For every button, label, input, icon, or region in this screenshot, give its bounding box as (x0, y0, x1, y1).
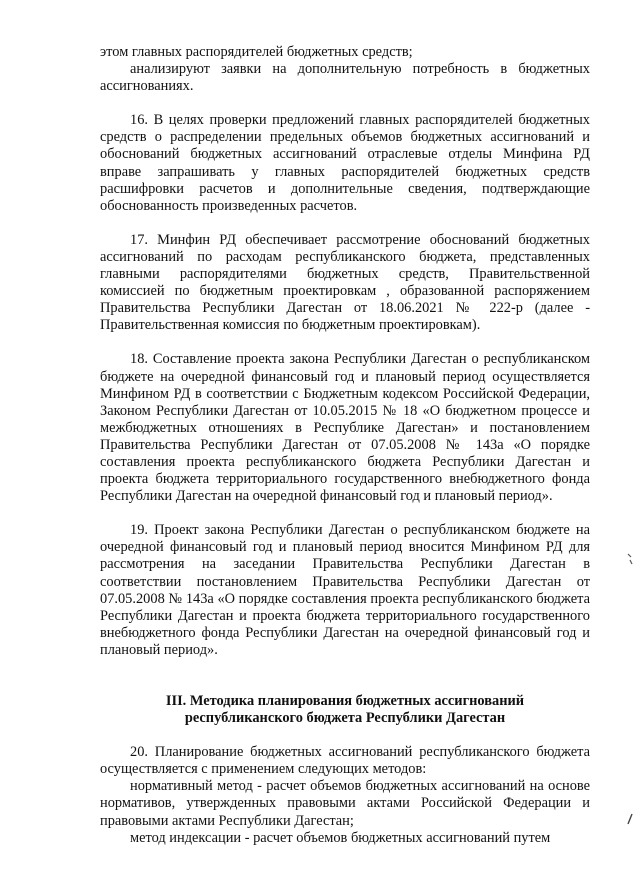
paragraph-20: 20. Планирование бюджетных ассигнований республиканского бюджета осуществляется с применением следующих методов: (100, 744, 590, 778)
paragraph-20-indexation: метод индексации - расчет объемов бюджетных ассигнований путем (130, 829, 551, 846)
paragraph-17: 17. Минфин РД обеспечивает рассмотрение обоснований бюджетных ассигнований по расходам республиканского бюджета, представленных главными распорядителями бюджетных средств, Правительственной комиссией по бюджетным проектировкам , образованной распоряжением Правительства Республики Дагестан от 18.06.2021 № 222-р (далее - Правительственная комиссия по бюджетным проектировкам). (100, 231, 590, 334)
paragraph-16: 16. В целях проверки предложений главных распорядителей бюджетных средств о распределении предельных объемов бюджетных ассигнований и обоснований бюджетных ассигнований отраслевые отделы Минфина РД вправе запрашивать у главных распорядителей бюджетных средств расшифровки расчетов и дополнительные сведения, подтверждающие обоснованность произведенных расчетов. (100, 112, 590, 214)
paragraph-20-normative: нормативный метод - расчет объемов бюджетных ассигнований на основе нормативов, утвержденных правовыми актами Российской Федерации и правовыми актами Республики Дагестан; (100, 778, 590, 829)
section-heading-line2: республиканского бюджета Республики Дагестан (184, 710, 506, 727)
paragraph-continuation: этом главных распорядителей бюджетных средств; (100, 44, 413, 60)
section-heading (100, 693, 590, 727)
paragraph-analysis: анализируют заявки на дополнительную потребность в бюджетных ассигнованиях. (100, 61, 590, 95)
paragraph-19: 19. Проект закона Республики Дагестан о республиканском бюджете на очередной финансовый год и плановый период вносится Минфином РД для рассмотрения на заседании Правительства Республики Дагестан в соответствии постановлением Правительства Республики Дагестан от 07.05.2008 № 143а «О порядке составления проекта республиканского бюджета Республики Дагестан и проекта бюджета территориального государственного внебюджетного фонда Республики Дагестан на очередной финансовый год и плановый период». (100, 522, 590, 658)
section-heading-line1: III. Методика планирования бюджетных ассигнований (165, 693, 525, 709)
paragraph-18: 18. Составление проекта закона Республики Дагестан о республиканском бюджете на очередной финансовый год и плановый период осуществляется Минфином РД в соответствии с Бюджетным кодексом Российской Федерации, Законом Республики Дагестан от 10.05.2015 № 18 «О бюджетном процессе и межбюджетных отношениях в Республике Дагестан» и постановлением Правительства Республики Дагестан от 07.05.2008 № 143а «О порядке составления проекта республиканского бюджета Республики Дагестан и проекта бюджета территориального государственного внебюджетного фонда Республики Дагестан на очередной финансовый год и плановый период». (100, 351, 590, 505)
scan-mark-icon (626, 552, 634, 566)
scan-mark-icon (626, 812, 634, 826)
